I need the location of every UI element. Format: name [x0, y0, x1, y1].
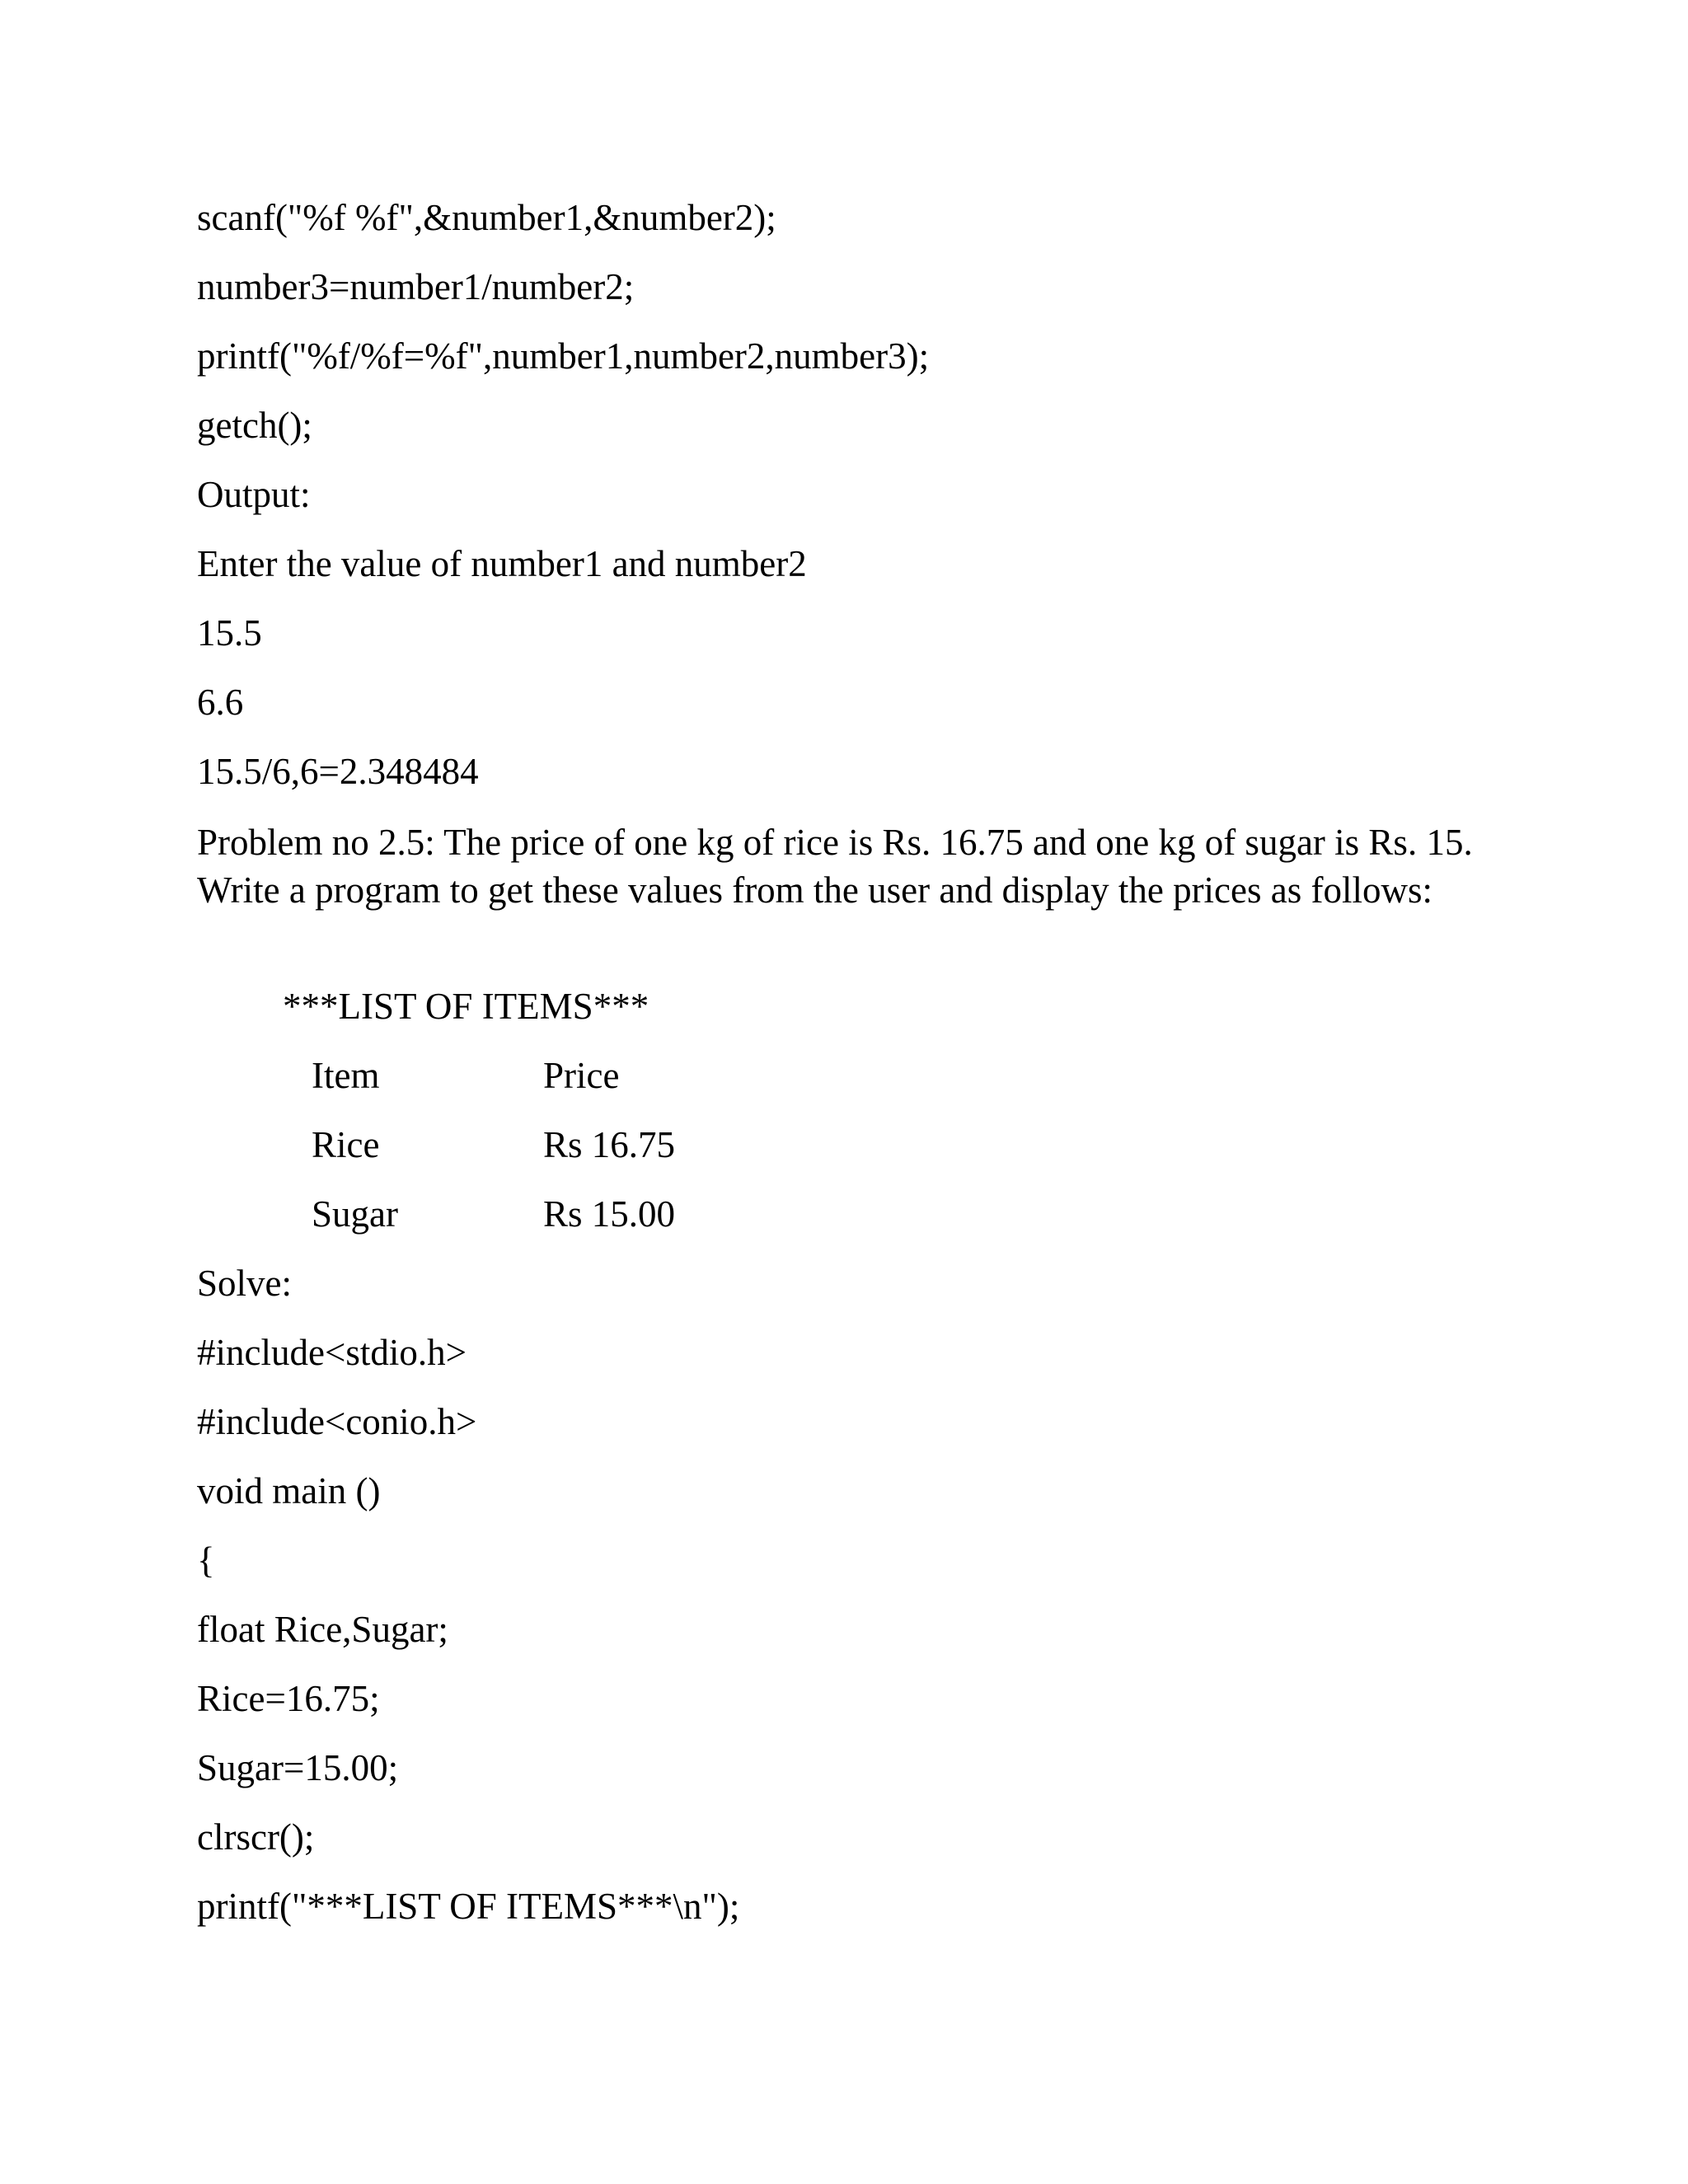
code-line: Sugar=15.00;: [197, 1747, 399, 1788]
code-line: Rice=16.75;: [197, 1678, 380, 1719]
code-line: getch();: [197, 405, 312, 446]
code-line: scanf("%f %f",&number1,&number2);: [197, 197, 776, 238]
code-line: clrscr();: [197, 1816, 315, 1858]
table-header-item: Item: [312, 1055, 380, 1096]
table-cell-item: Sugar: [312, 1193, 398, 1235]
table-header-price: Price: [543, 1055, 620, 1096]
code-line: #include<stdio.h>: [197, 1332, 467, 1373]
table-cell-price: Rs 15.00: [543, 1193, 676, 1235]
output-line: 6.6: [197, 682, 244, 723]
solve-heading: Solve:: [197, 1263, 293, 1304]
code-line: printf("%f/%f=%f",number1,number2,number3);: [197, 335, 930, 377]
problem-statement: Problem no 2.5: The price of one kg of rice is Rs. 16.75 and one kg of sugar is Rs. 15. Write a program to get these values from the user and display the prices as follows:: [197, 822, 1473, 911]
code-line: #include<conio.h>: [197, 1401, 477, 1442]
list-title: ***LIST OF ITEMS***: [283, 986, 649, 1027]
output-line: 15.5: [197, 612, 262, 654]
code-line: {: [197, 1540, 215, 1581]
table-cell-price: Rs 16.75: [543, 1124, 676, 1165]
code-line: float Rice,Sugar;: [197, 1609, 448, 1650]
table-cell-item: Rice: [312, 1124, 380, 1165]
output-line: 15.5/6,6=2.348484: [197, 751, 479, 792]
output-heading: Output:: [197, 474, 311, 515]
code-line: void main (): [197, 1470, 381, 1511]
output-line: Enter the value of number1 and number2: [197, 543, 807, 584]
code-line: printf("***LIST OF ITEMS***\n");: [197, 1886, 740, 1927]
code-line: number3=number1/number2;: [197, 266, 635, 307]
